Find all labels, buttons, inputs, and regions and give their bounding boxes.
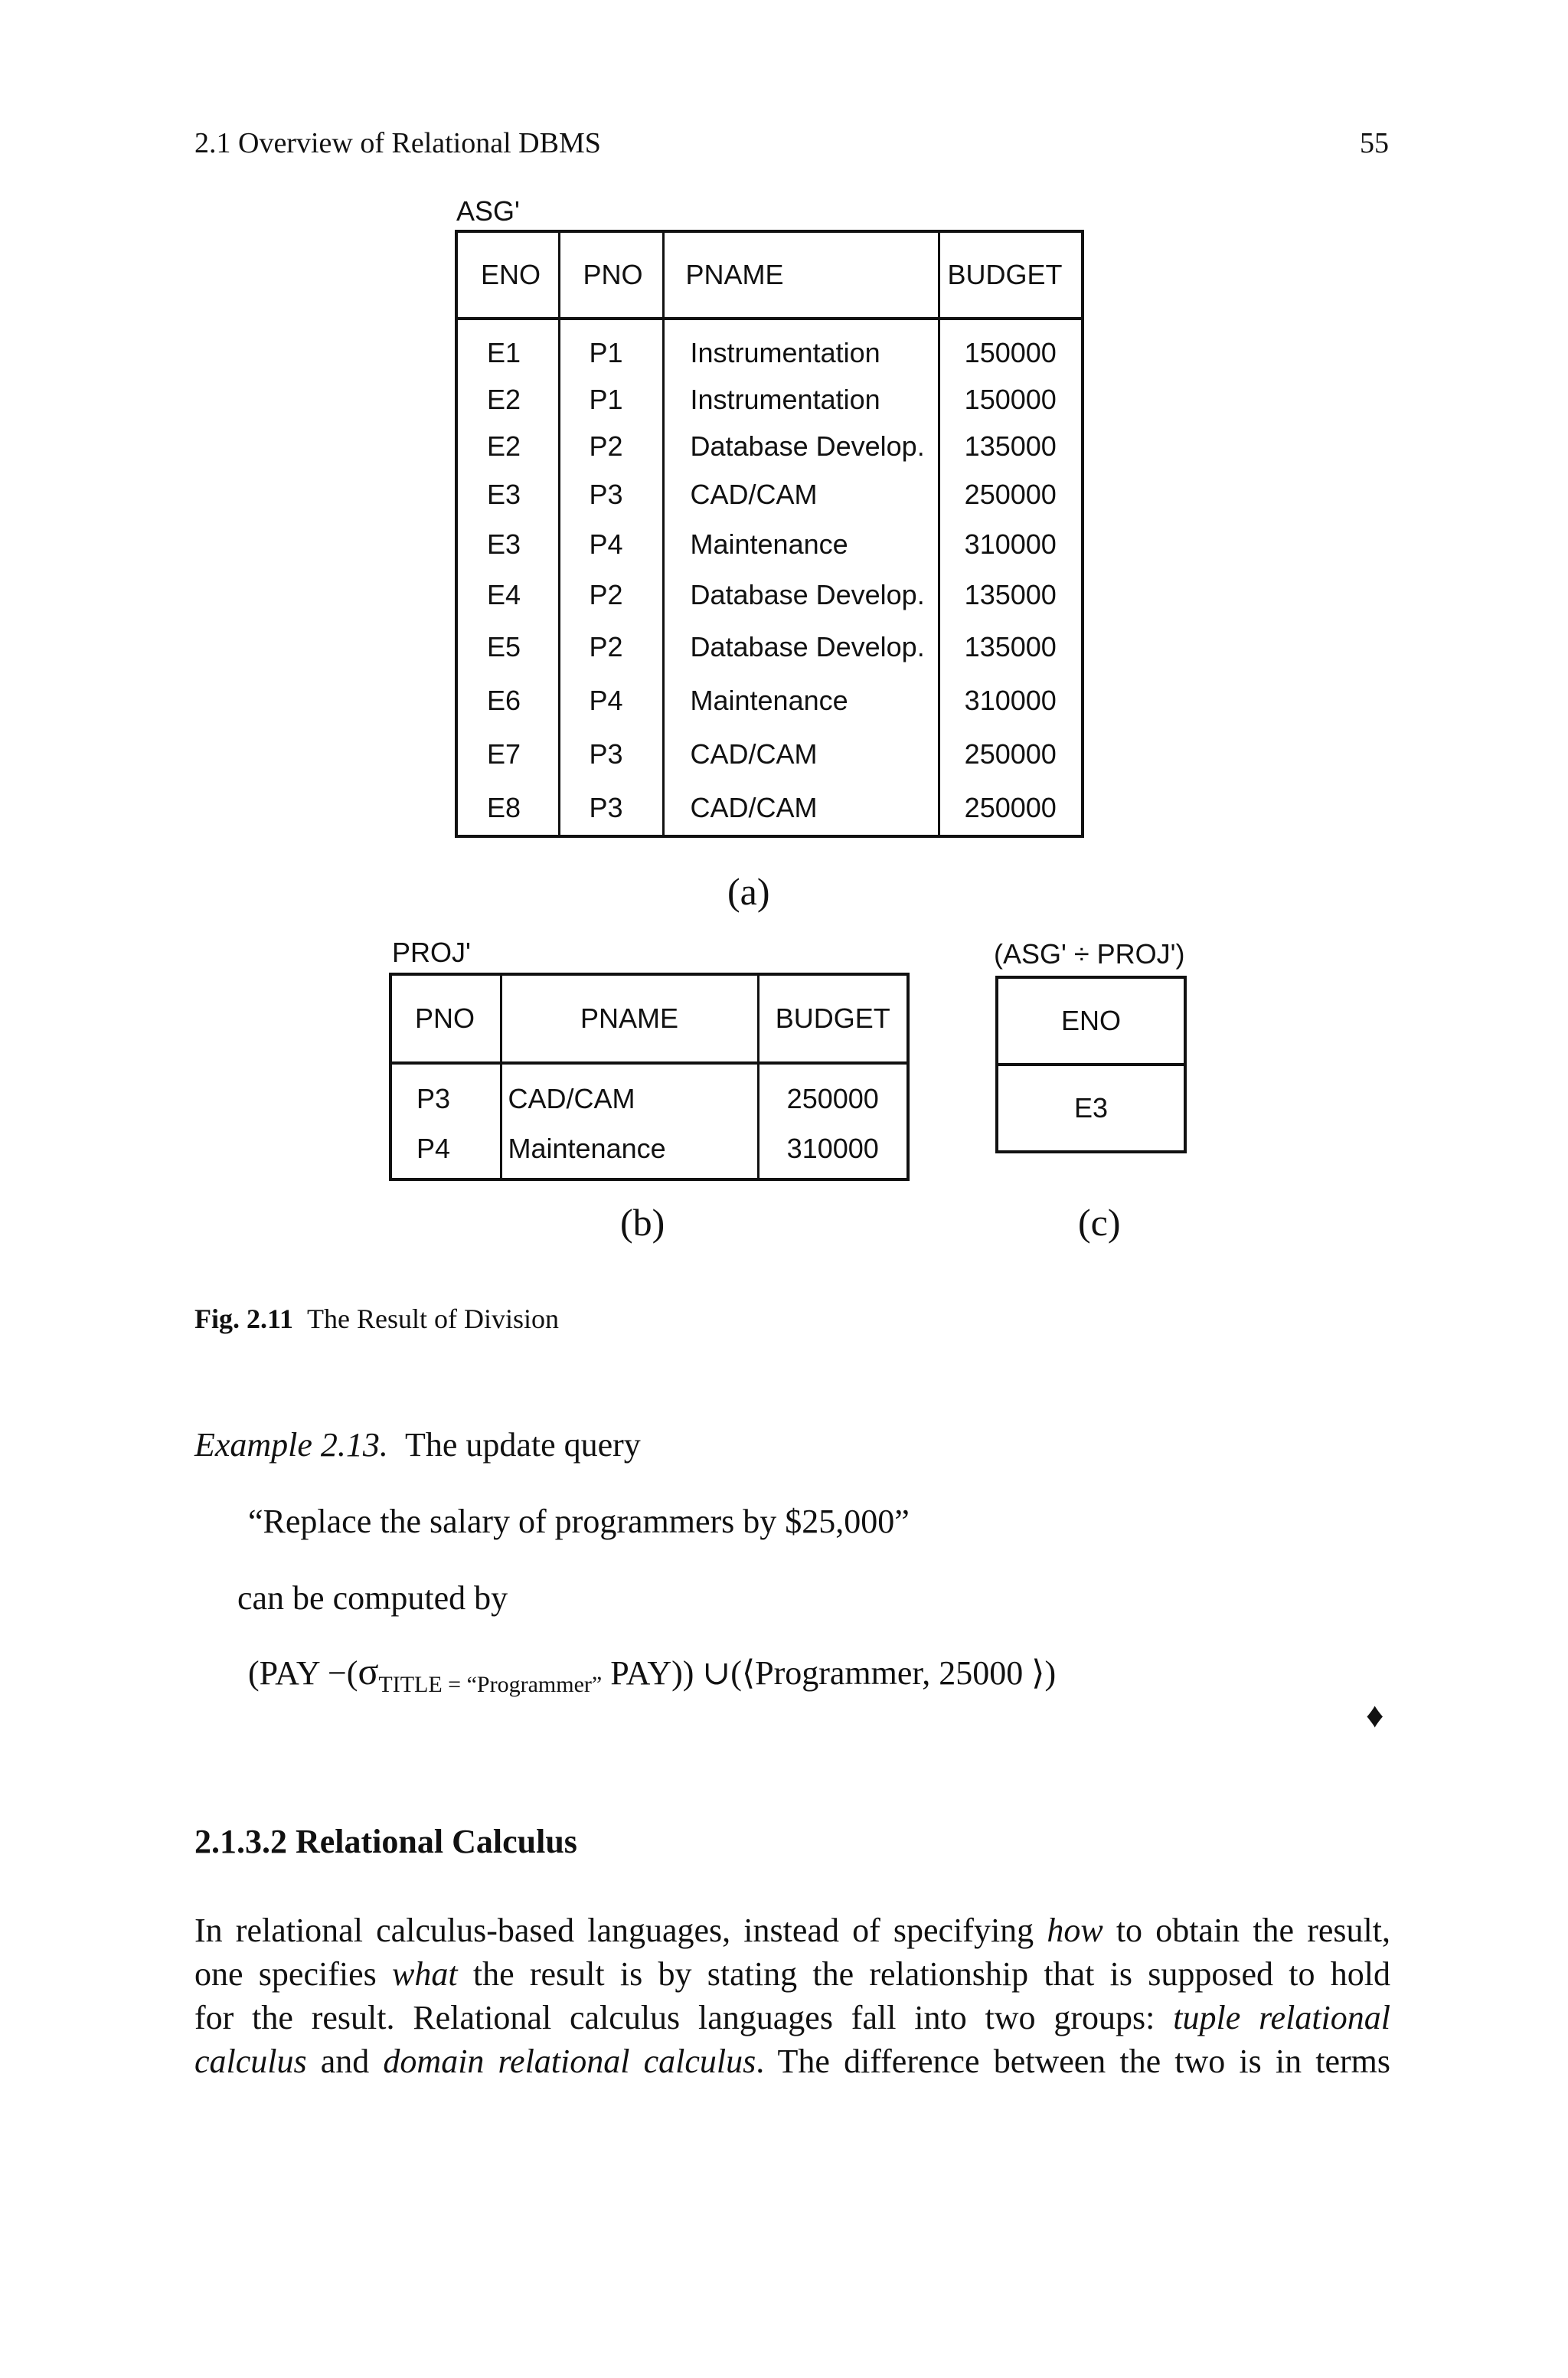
asg-cell: P1 [559, 319, 663, 377]
proj-cell: CAD/CAM [501, 1063, 758, 1126]
proj-col-header: PNO [390, 974, 501, 1063]
asg-cell: Maintenance [663, 674, 939, 728]
asg-cell: CAD/CAM [663, 728, 939, 781]
proj-cell: P4 [390, 1126, 501, 1179]
asg-cell: 135000 [939, 570, 1083, 620]
asg-row [456, 728, 1083, 781]
formula-subscript: TITLE = “Programmer” [378, 1672, 603, 1697]
division-table [995, 976, 1187, 1153]
asg-cell: P1 [559, 377, 663, 423]
asg-cell: 150000 [939, 319, 1083, 377]
asg-cell: E8 [456, 781, 559, 836]
proj-row [390, 1126, 908, 1179]
figure-caption-text: The Result of Division [307, 1303, 559, 1334]
asg-cell: 135000 [939, 423, 1083, 470]
asg-col-header: BUDGET [939, 231, 1083, 319]
asg-col-header: PNAME [663, 231, 939, 319]
paragraph-line [194, 2039, 1390, 2083]
asg-cell: E3 [456, 470, 559, 519]
asg-cell: 250000 [939, 470, 1083, 519]
asg-row [456, 319, 1083, 377]
asg-cell: 310000 [939, 674, 1083, 728]
emphasis-text: calculus [194, 2043, 307, 2080]
asg-cell: P3 [559, 470, 663, 519]
div-row [997, 1065, 1185, 1152]
paragraph-text: to obtain the result, [1102, 1912, 1390, 1949]
example-intro [194, 1423, 641, 1467]
asg-cell: Instrumentation [663, 377, 939, 423]
proj-cell: Maintenance [501, 1126, 758, 1179]
emphasis-text: what [392, 1955, 458, 1993]
example-computed-by: can be computed by [237, 1579, 508, 1617]
figure-caption-label: Fig. 2.11 [194, 1303, 294, 1334]
asg-table-name: ASG' [456, 195, 520, 227]
asg-cell: Instrumentation [663, 319, 939, 377]
asg-cell: P2 [559, 423, 663, 470]
asg-cell: CAD/CAM [663, 470, 939, 519]
asg-cell: E5 [456, 620, 559, 674]
asg-cell: E1 [456, 319, 559, 377]
asg-row [456, 423, 1083, 470]
asg-cell: Database Develop. [663, 570, 939, 620]
asg-row [456, 781, 1083, 836]
formula-open: (PAY −( [248, 1654, 358, 1692]
asg-cell: P2 [559, 620, 663, 674]
asg-row [456, 570, 1083, 620]
paragraph-text: one specifies [194, 1955, 392, 1993]
asg-cell: P2 [559, 570, 663, 620]
proj-col-header: PNAME [501, 974, 758, 1063]
asg-cell: 310000 [939, 519, 1083, 570]
asg-cell: P3 [559, 781, 663, 836]
example-query: “Replace the salary of programmers by $25,000” [248, 1503, 910, 1540]
emphasis-text: domain relational calculus [383, 2043, 756, 2080]
paragraph-line [194, 1952, 1390, 1996]
asg-col-header: PNO [559, 231, 663, 319]
paragraph-text: the result is by stating the relationship that is supposed to hold [457, 1955, 1390, 1993]
formula-sigma: σ [358, 1650, 379, 1693]
proj-col-header: BUDGET [758, 974, 908, 1063]
asg-cell: E4 [456, 570, 559, 620]
asg-cell: E6 [456, 674, 559, 728]
asg-row [456, 674, 1083, 728]
example-intro-text: The update query [404, 1426, 641, 1464]
example-label: Example 2.13. [194, 1426, 388, 1464]
div-cell: E3 [997, 1065, 1185, 1152]
section-paragraph [194, 1909, 1390, 2083]
asg-cell: 135000 [939, 620, 1083, 674]
running-header: 2.1 Overview of Relational DBMS [194, 127, 601, 159]
asg-table [455, 230, 1084, 838]
page-number: 55 [1360, 127, 1389, 159]
figure-c-label: (c) [1078, 1201, 1121, 1244]
proj-cell: 250000 [758, 1063, 908, 1126]
paragraph-line [194, 1996, 1390, 2039]
asg-row [456, 470, 1083, 519]
asg-col-header: ENO [456, 231, 559, 319]
asg-cell: P3 [559, 728, 663, 781]
proj-cell: P3 [390, 1063, 501, 1126]
paragraph-text: for the result. Relational calculus languages fall into two groups: [194, 1999, 1174, 2036]
asg-cell: CAD/CAM [663, 781, 939, 836]
figure-caption [194, 1302, 559, 1336]
asg-cell: 250000 [939, 728, 1083, 781]
end-of-example-icon: ♦ [1366, 1696, 1384, 1735]
section-heading: 2.1.3.2 Relational Calculus [194, 1823, 577, 1860]
paragraph-text: In relational calculus-based languages, instead of specifying [194, 1912, 1047, 1949]
asg-cell: Database Develop. [663, 620, 939, 674]
asg-cell: 150000 [939, 377, 1083, 423]
asg-cell: 250000 [939, 781, 1083, 836]
proj-table-name: PROJ' [392, 937, 471, 968]
example-formula [248, 1650, 1056, 1706]
proj-table [389, 973, 910, 1181]
asg-cell: E2 [456, 423, 559, 470]
asg-cell: E3 [456, 519, 559, 570]
asg-cell: Database Develop. [663, 423, 939, 470]
asg-cell: E2 [456, 377, 559, 423]
paragraph-text: and [306, 2043, 384, 2080]
asg-row [456, 519, 1083, 570]
figure-a-label: (a) [727, 870, 770, 913]
proj-row [390, 1063, 908, 1126]
formula-rest: PAY)) ∪(⟨Programmer, 25000 ⟩) [602, 1654, 1057, 1692]
emphasis-text: how [1047, 1912, 1103, 1949]
emphasis-text: tuple relational [1173, 1999, 1390, 2036]
asg-cell: P4 [559, 674, 663, 728]
div-col-header: ENO [997, 977, 1185, 1065]
asg-cell: Maintenance [663, 519, 939, 570]
asg-cell: P4 [559, 519, 663, 570]
asg-row [456, 377, 1083, 423]
asg-cell: E7 [456, 728, 559, 781]
asg-row [456, 620, 1083, 674]
figure-b-label: (b) [620, 1201, 665, 1244]
paragraph-text: . The difference between the two is in terms [756, 2043, 1390, 2080]
proj-cell: 310000 [758, 1126, 908, 1179]
paragraph-line [194, 1909, 1390, 1952]
division-table-name: (ASG' ÷ PROJ') [994, 938, 1185, 970]
